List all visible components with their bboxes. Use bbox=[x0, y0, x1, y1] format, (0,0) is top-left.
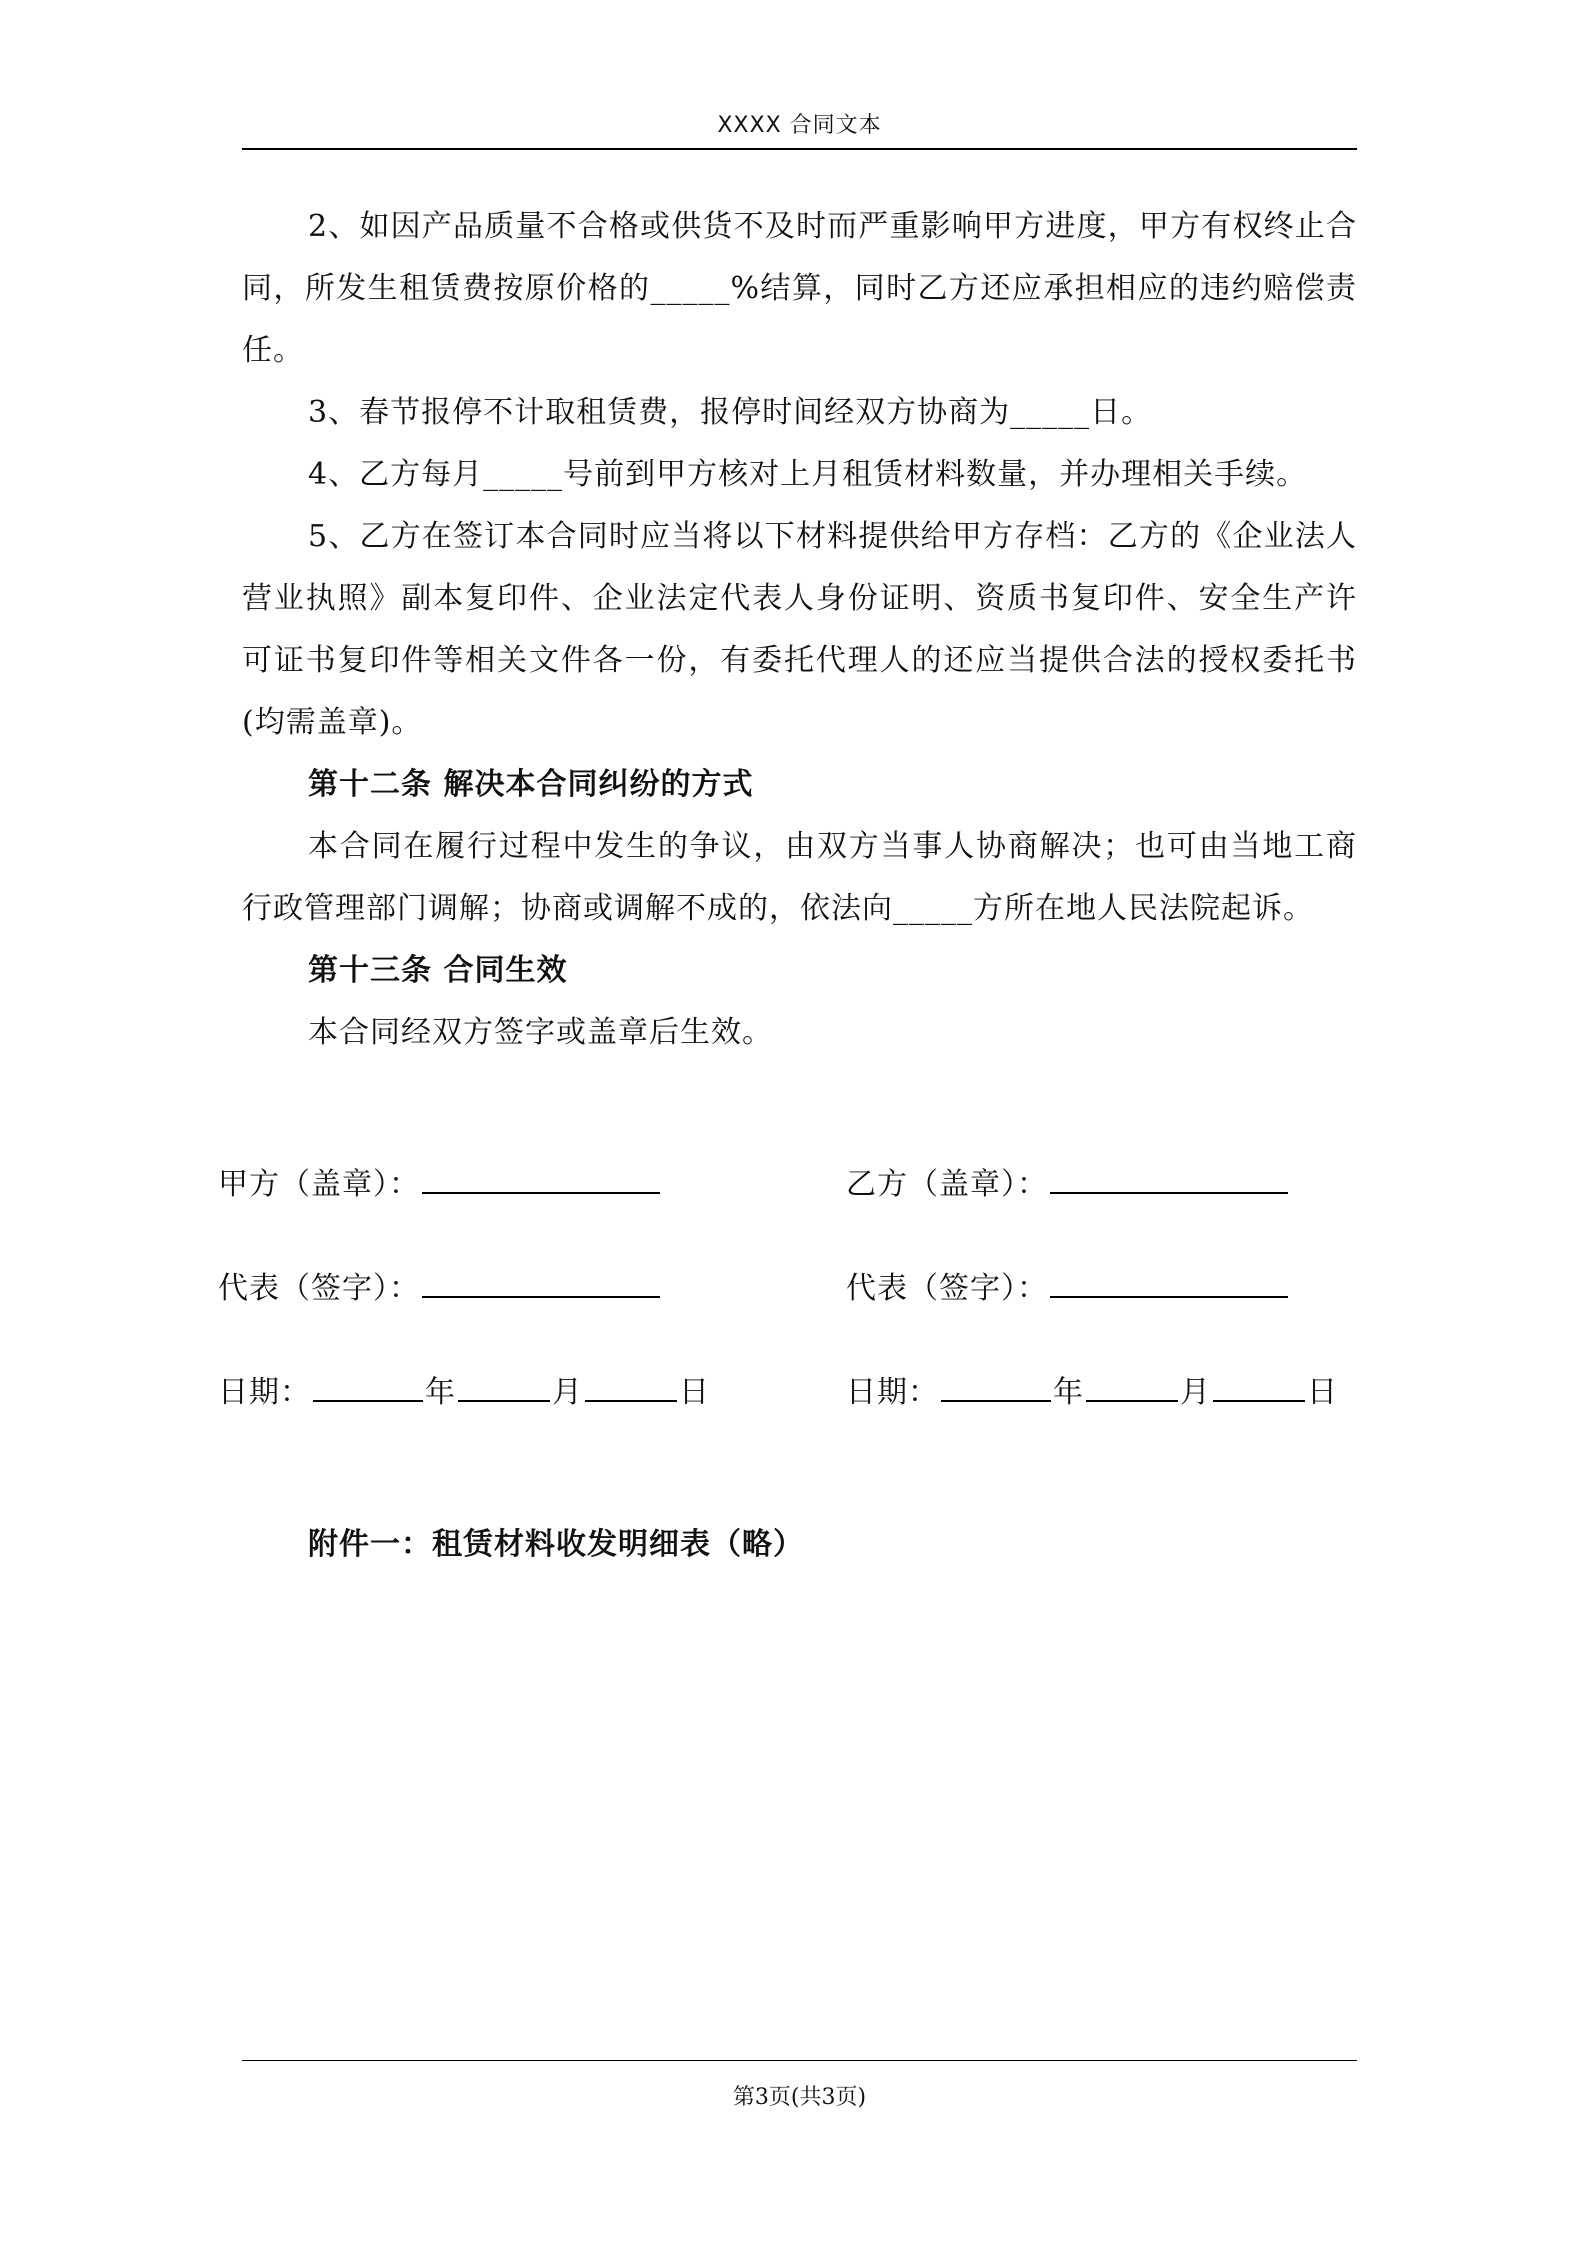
date-row bbox=[218, 1368, 1358, 1418]
party-b-seal-line bbox=[1050, 1162, 1288, 1194]
party-b-seal bbox=[846, 1160, 1290, 1210]
page-header: XXXX 合同文本 bbox=[717, 113, 882, 138]
party-a-date-label: 日期： bbox=[218, 1375, 311, 1410]
clause-2: 2、如因产品质量不合格或供货不及时而严重影响甲方进度，甲方有权终止合同，所发生租赁费按原价格的_____%结算，同时乙方还应承担相应的违约赔偿责任。 bbox=[242, 209, 1357, 368]
attachment-note: 附件一：租赁材料收发明细表（略） bbox=[308, 1527, 804, 1562]
article-12-text: 本合同在履行过程中发生的争议，由双方当事人协商解决；也可由当地工商行政管理部门调解；协商或调解不成的，依法向_____方所在地人民法院起诉。 bbox=[242, 829, 1357, 926]
party-b-month-label: 月 bbox=[1180, 1375, 1211, 1410]
party-b-rep-line bbox=[1050, 1266, 1288, 1298]
party-b-day-label: 日 bbox=[1307, 1375, 1338, 1410]
clause-3: 3、春节报停不计取租赁费，报停时间经双方协商为_____日。 bbox=[308, 395, 1153, 430]
party-a-month-label: 月 bbox=[552, 1375, 583, 1410]
header-divider bbox=[242, 148, 1357, 150]
clause-5: 5、乙方在签订本合同时应当将以下材料提供给甲方存档：乙方的《企业法人营业执照》副本复印件、企业法定代表人身份证明、资质书复印件、安全生产许可证书复印件等相关文件各一份，有委托代理人的还应当提供合法的授权委托书(均需盖章)。 bbox=[242, 519, 1357, 740]
article-13-text: 本合同经双方签字或盖章后生效。 bbox=[308, 1015, 773, 1050]
party-a-year-label: 年 bbox=[425, 1375, 456, 1410]
party-b-year-line bbox=[941, 1370, 1051, 1402]
party-b-month-line bbox=[1086, 1370, 1178, 1402]
party-b-year-label: 年 bbox=[1053, 1375, 1084, 1410]
party-a-seal bbox=[218, 1160, 662, 1210]
page-number: 第3页(共3页) bbox=[732, 2085, 867, 2110]
party-a-month-line bbox=[458, 1370, 550, 1402]
contract-body bbox=[242, 196, 1357, 1064]
clause-4: 4、乙方每月_____号前到甲方核对上月租赁材料数量，并办理相关手续。 bbox=[308, 457, 1308, 492]
footer-divider bbox=[242, 2060, 1357, 2061]
party-a-day-label: 日 bbox=[679, 1375, 710, 1410]
party-b-date bbox=[846, 1368, 1338, 1418]
representative-row bbox=[218, 1264, 1358, 1314]
party-b-day-line bbox=[1213, 1370, 1305, 1402]
party-a-year-line bbox=[313, 1370, 423, 1402]
party-a-seal-line bbox=[422, 1162, 660, 1194]
party-a-date bbox=[218, 1368, 710, 1418]
party-b-seal-label: 乙方（盖章）： bbox=[846, 1167, 1048, 1202]
article-12-title: 第十二条 解决本合同纠纷的方式 bbox=[308, 767, 754, 802]
seal-row bbox=[218, 1160, 1358, 1210]
party-a-rep-label: 代表（签字）： bbox=[218, 1271, 420, 1306]
party-a-seal-label: 甲方（盖章）： bbox=[218, 1167, 420, 1202]
party-b-date-label: 日期： bbox=[846, 1375, 939, 1410]
party-a-rep-line bbox=[422, 1266, 660, 1298]
article-13-title: 第十三条 合同生效 bbox=[308, 953, 568, 988]
party-a-rep bbox=[218, 1264, 662, 1314]
party-a-day-line bbox=[585, 1370, 677, 1402]
party-b-rep-label: 代表（签字）： bbox=[846, 1271, 1048, 1306]
party-b-rep bbox=[846, 1264, 1290, 1314]
